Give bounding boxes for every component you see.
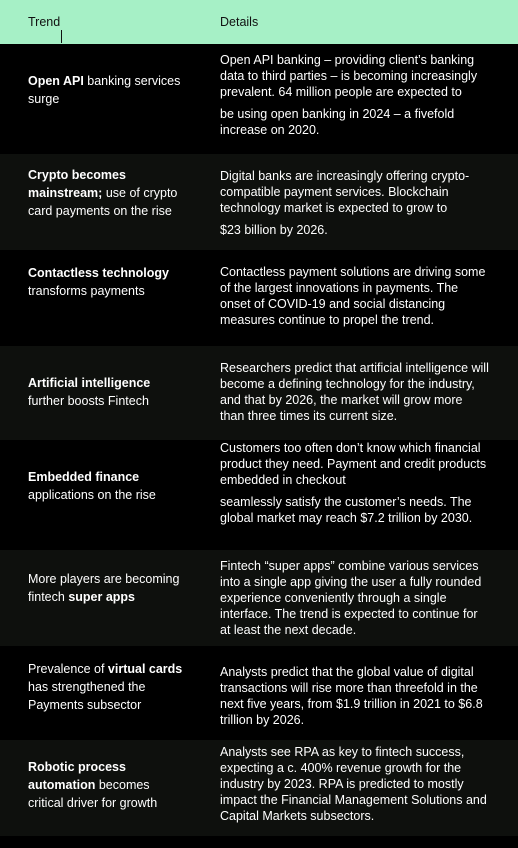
details-text: Analysts predict that the global value of digital transactions will rise more than threefold in the next five years, from $1.9 trillion in 2021 to $6.8 trillion by 2026. — [220, 665, 483, 727]
trend-highlight: Open API — [28, 74, 84, 88]
details-text: Digital banks are increasingly offering crypto-compatible payment services. Blockchain technology market is expected to grow to — [220, 169, 470, 215]
details-text: Customers too often don’t know which financial product they need. Payment and credit products embedded in checkout — [220, 441, 487, 487]
trend-highlight: virtual cards — [107, 662, 183, 676]
table-row — [0, 740, 518, 836]
table-row — [0, 646, 518, 740]
table-row — [0, 440, 518, 550]
trend-text: applications on the rise — [28, 488, 156, 502]
paragraph-gap — [220, 216, 490, 222]
trend-text: becomes critical driver for growth — [28, 778, 158, 810]
trend-cell — [28, 166, 188, 220]
trend-cell — [28, 758, 188, 812]
table-row — [0, 346, 518, 440]
trend-highlight: Artificial intelligence — [28, 376, 151, 390]
details-cell — [220, 744, 490, 824]
trend-text: banking services surge — [28, 74, 181, 106]
table-header — [0, 0, 518, 44]
details-text: seamlessly satisfy the customer’s needs. The global market may reach $7.2 trillion by 2030. — [220, 495, 473, 525]
trend-text: use of crypto card payments on the rise — [28, 186, 178, 218]
column-header-trend — [28, 15, 60, 29]
paragraph-gap — [220, 488, 490, 494]
details-cell — [220, 664, 490, 728]
trend-cell — [28, 72, 188, 108]
trend-text: has strengthened the Payments subsector — [28, 680, 146, 712]
trend-highlight: Robotic process automation — [28, 760, 126, 792]
details-text: $23 billion by 2026. — [220, 223, 328, 237]
trend-cell — [28, 570, 188, 606]
details-text: Fintech “super apps” combine various services into a single app giving the user a fully rounded experience conveniently through a single interface. The trend is expected to continue for at least the next decade. — [220, 559, 482, 637]
details-cell — [220, 168, 490, 238]
trend-text: More players are becoming fintech — [28, 572, 180, 604]
table-row — [0, 44, 518, 154]
table-row — [0, 250, 518, 346]
trend-cell — [28, 374, 188, 410]
paragraph-gap — [220, 100, 490, 106]
column-header-trend-text: Trend — [28, 15, 61, 29]
trend-highlight: Contactless technology — [28, 266, 169, 280]
details-text: Analysts see RPA as key to fintech success, expecting a c. 400% revenue growth for the industry by 2023. RPA is predicted to mostly impact the Financial Management Solutions and Capital Markets subsectors. — [220, 745, 487, 823]
details-cell — [220, 264, 490, 328]
trend-highlight: Embedded finance — [28, 470, 140, 484]
table-body — [0, 44, 518, 836]
trend-cell — [28, 660, 188, 714]
table-row — [0, 550, 518, 646]
trend-highlight: super apps — [68, 590, 135, 604]
trend-cell — [28, 468, 188, 504]
details-text: Researchers predict that artificial intelligence will become a defining technology for the industry, and that by 2026, the market will grow more than three times its current size. — [220, 361, 489, 423]
details-cell — [220, 360, 490, 424]
details-cell — [220, 558, 490, 638]
details-cell — [220, 440, 490, 526]
column-header-details: Details — [220, 15, 259, 29]
details-cell — [220, 52, 490, 138]
trend-highlight: Crypto becomes mainstream; — [28, 168, 126, 200]
trend-text: Prevalence of — [28, 662, 108, 676]
details-text: Open API banking – providing client’s banking data to third parties – is becoming increasingly prevalent. 64 million people are expected to — [220, 53, 478, 99]
trend-cell — [28, 264, 188, 300]
table-row — [0, 154, 518, 250]
details-text: be using open banking in 2024 – a fivefold increase on 2020. — [220, 107, 455, 137]
trend-text: transforms payments — [28, 284, 145, 298]
details-text: Contactless payment solutions are driving some of the largest innovations in payments. The onset of COVID-19 and social distancing measures continue to propel the trend. — [220, 265, 486, 327]
text-cursor — [61, 30, 62, 43]
trend-text: further boosts Fintech — [28, 394, 149, 408]
